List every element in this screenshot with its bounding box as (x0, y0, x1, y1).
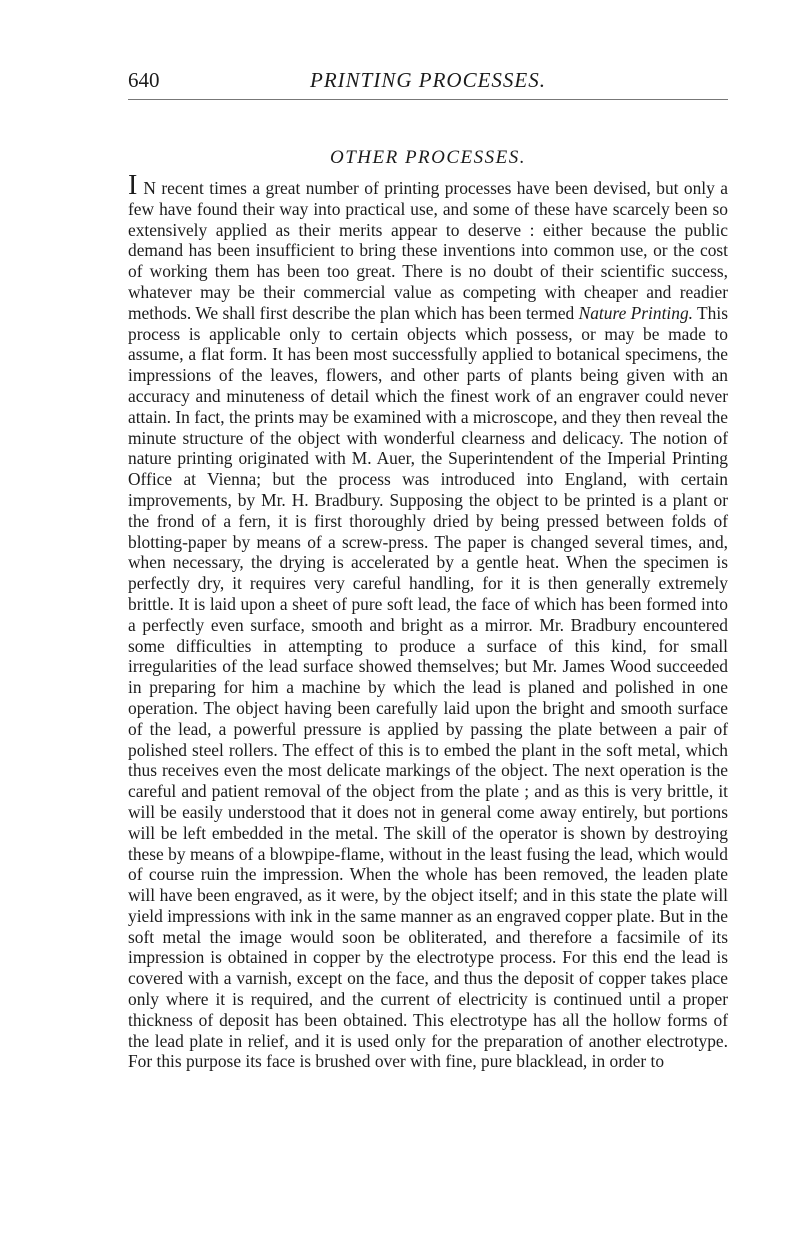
section-title: OTHER PROCESSES. (329, 147, 527, 168)
paragraph-text-rest: This process is applicable only to certain objects which possess, or may be made to assume, a flat form. It has been most successfully applied to botanical specimens, the impressions of the leaves, flowers, and other parts of plants being given with an accuracy and minuteness of detail which the finest work of an engraver could never attain. In fact, the prints may be examined with a microscope, and they then reveal the minute structure of the object with wonderful clearness and delicacy. The notion of nature printing originated with M. Auer, the Superintendent of the Imperial Printing Office at Vienna; but the process was introduced into England, with certain improvements, by Mr. H. Bradbury. Supposing the object to be printed is a plant or the frond of a fern, it is first thoroughly dried by being pressed between folds of blotting-paper by means of a screw-press. The paper is changed several times, and, when necessary, the drying is accelerated by a gentle heat. When the specimen is perfectly dry, it requires very careful handling, for it is then generally extremely brittle. It is laid upon a sheet of pure soft lead, the face of which has been formed into a perfectly even surface, smooth and bright as a mirror. Mr. Bradbury encountered some difficulties in attempting to produce a surface of this kind, for small irregularities of the lead surface showed themselves; but Mr. James Wood succeeded in preparing for him a machine by which the lead is planed and polished in one operation. The object having been carefully laid upon the bright and smooth surface of the lead, a powerful pressure is applied by passing the plate between a pair of polished steel rollers. The effect of this is to embed the plant in the soft metal, which thus receives even the most delicate markings of the object. The next operation is the careful and patient removal of the object from the plate ; and as this is very brittle, it will be easily understood that it does not in general come away entirely, but portions will be left embedded in the metal. The skill of the operator is shown by destroying these by means of a blowpipe-flame, without in the least fusing the lead, which would of course ruin the impression. When the whole has been removed, the leaden plate will have been engraved, as it were, by the object itself; and in this state the plate will yield impressions with ink in the same manner as an engraved copper plate. But in the soft metal the image would soon be obliterated, and therefore a facsimile of its impression is obtained in copper by the electrotype process. For this end the lead is covered with a varnish, except on the face, and thus the deposit of copper takes place only where it is required, and the current of electricity is continued until a proper thickness of deposit has been obtained. This electrotype has all the hollow forms of the lead plate in relief, and it is used only for the preparation of another electrotype. For this purpose its face is brushed over with fine, pure blacklead, in order to (128, 302, 728, 1072)
body-paragraph (128, 170, 728, 1072)
header-rule (128, 99, 728, 100)
paragraph-text-start: N recent times a great number of printing processes have been devised, but only a few have found their way into practical use, and some of these have scarcely been so extensively applied as their merits appear to deserve : either because the public demand has been insufficient to bring these inventions into common use, or the cost of working them has been too great. There is no doubt of their scientific success, whatever may be their commercial value as competing with cheaper and readier methods. We shall first describe the plan which has been termed (128, 178, 728, 323)
italic-term: Nature Printing. (578, 302, 693, 323)
page-number: 640 (128, 68, 160, 92)
drop-cap: I (128, 170, 138, 201)
running-head (128, 66, 728, 102)
running-title: PRINTING PROCESSES. (310, 68, 546, 92)
